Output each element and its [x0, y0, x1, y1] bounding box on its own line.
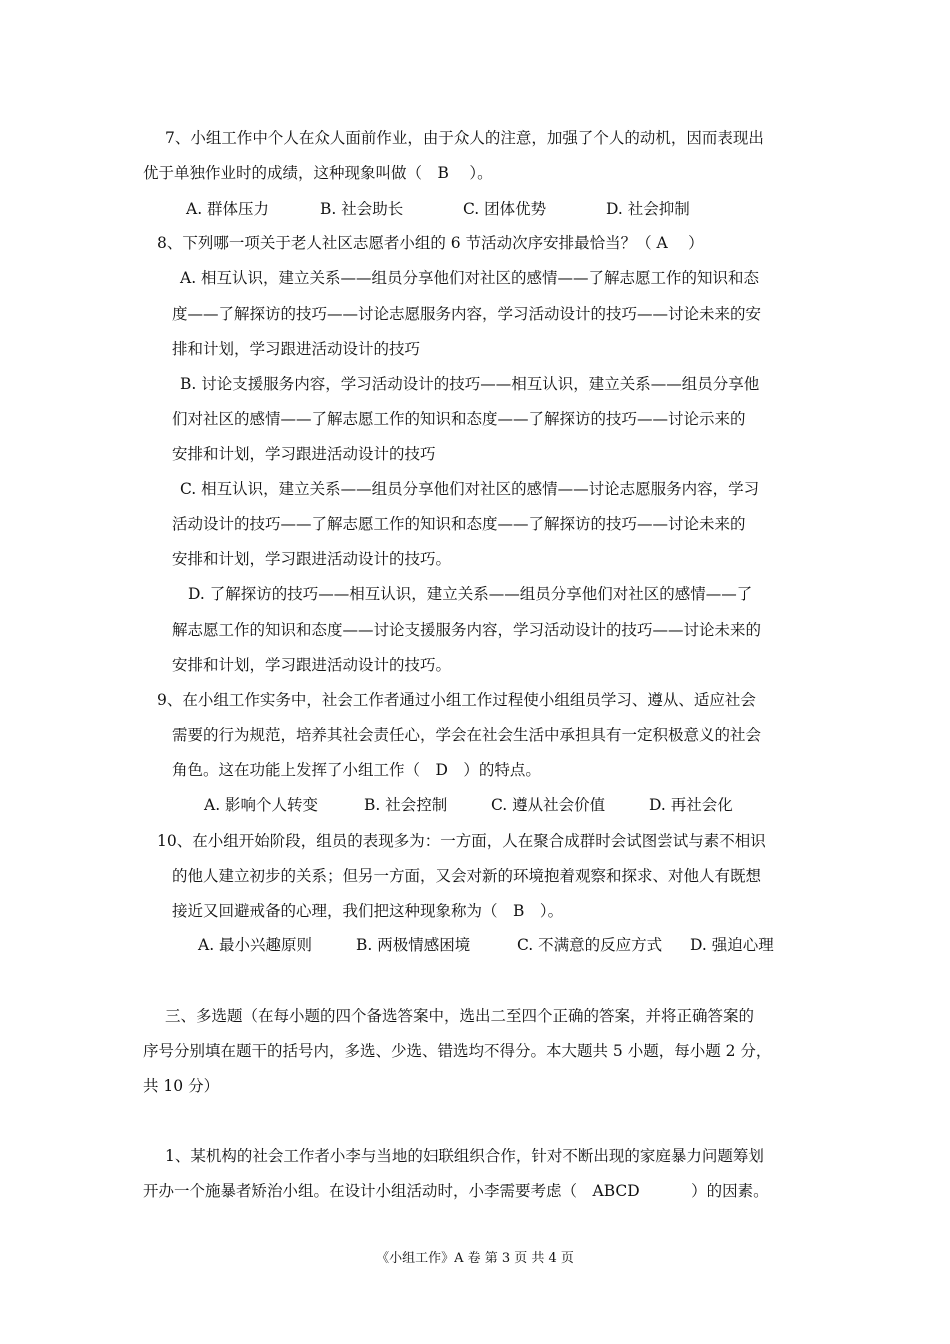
mq1-line-2: 开办一个施暴者矫治小组。在设计小组活动时，小李需要考虑（ ABCD ）的因素。: [143, 1182, 769, 1200]
q8-option-c-line-1: C. 相互认识，建立关系——组员分享他们对社区的感情——讨论志愿服务内容，学习: [180, 480, 760, 498]
page-footer: 《小组工作》A 卷 第 3 页 共 4 页: [376, 1251, 574, 1266]
section-3-heading-line-2: 序号分别填在题干的括号内，多选、少选、错选均不得分。本大题共 5 小题，每小题 2 分，: [143, 1042, 772, 1060]
mq1-line-1: 1、某机构的社会工作者小李与当地的妇联组织合作，针对不断出现的家庭暴力问题筹划: [165, 1147, 764, 1165]
q8-option-d-line-1: D. 了解探访的技巧——相互认识，建立关系——组员分享他们对社区的感情——了: [188, 585, 753, 603]
q10-option-c: C. 不满意的反应方式: [517, 936, 663, 954]
q8-option-c-line-3: 安排和计划，学习跟进活动设计的技巧。: [172, 550, 452, 568]
q8-option-c-line-2: 活动设计的技巧——了解志愿工作的知识和态度——了解探访的技巧——讨论未来的: [172, 515, 746, 533]
q9-option-d: D. 再社会化: [649, 796, 733, 814]
q9-line-3: 角色。这在功能上发挥了小组工作（ D ）的特点。: [172, 761, 541, 779]
q10-option-d: D. 强迫心理: [690, 936, 774, 954]
q10-option-b: B. 两极情感困境: [356, 936, 471, 954]
q10-line-1: 10、在小组开始阶段，组员的表现多为：一方面，人在聚合成群时会试图尝试与素不相识: [157, 832, 766, 850]
q10-line-2: 的他人建立初步的关系；但另一方面，又会对新的环境抱着观察和探求、对他人有既想: [172, 867, 762, 885]
q9-line-2: 需要的行为规范，培养其社会责任心，学会在社会生活中承担具有一定积极意义的社会: [172, 726, 762, 744]
q7-option-b: B. 社会助长: [320, 200, 404, 218]
q9-line-1: 9、在小组工作实务中，社会工作者通过小组工作过程使小组组员学习、遵从、适应社会: [157, 691, 756, 709]
q8-option-a-line-3: 排和计划，学习跟进活动设计的技巧: [172, 340, 421, 358]
q8-option-a-line-2: 度——了解探访的技巧——讨论志愿服务内容，学习活动设计的技巧——讨论未来的安: [172, 305, 762, 323]
q9-options: [204, 795, 764, 815]
q7-line-2: 优于单独作业时的成绩，这种现象叫做（ B ）。: [143, 164, 493, 182]
q8-option-b-line-2: 们对社区的感情——了解志愿工作的知识和态度——了解探访的技巧——讨论示来的: [172, 410, 746, 428]
q7-option-d: D. 社会抑制: [606, 200, 690, 218]
q7-option-c: C. 团体优势: [463, 200, 547, 218]
q8-option-b-line-1: B. 讨论支援服务内容，学习活动设计的技巧——相互认识，建立关系——组员分享他: [180, 375, 760, 393]
q10-option-a: A. 最小兴趣原则: [198, 936, 313, 954]
q8-option-d-line-3: 安排和计划，学习跟进活动设计的技巧。: [172, 656, 452, 674]
q8-stem: 8、下列哪一项关于老人社区志愿者小组的 6 节活动次序安排最恰当？（ A ）: [157, 234, 704, 252]
q9-option-b: B. 社会控制: [364, 796, 448, 814]
q7-line-1: 7、小组工作中个人在众人面前作业，由于众人的注意，加强了个人的动机，因而表现出: [165, 129, 764, 147]
q9-option-a: A. 影响个人转变: [204, 796, 319, 814]
q10-line-3: 接近又回避戒备的心理，我们把这种现象称为（ B ）。: [172, 902, 564, 920]
q7-option-a: A. 群体压力: [186, 200, 270, 218]
q10-options: [198, 935, 798, 955]
q8-option-b-line-3: 安排和计划，学习跟进活动设计的技巧: [172, 445, 436, 463]
section-3-heading-line-1: 三、多选题（在每小题的四个备选答案中，选出二至四个正确的答案，并将正确答案的: [165, 1007, 755, 1025]
q7-options: [186, 199, 746, 219]
q9-option-c: C. 遵从社会价值: [491, 796, 606, 814]
q8-option-d-line-2: 解志愿工作的知识和态度——讨论支援服务内容，学习活动设计的技巧——讨论未来的: [172, 621, 762, 639]
section-3-heading-line-3: 共 10 分）: [143, 1077, 220, 1095]
q8-option-a-line-1: A. 相互认识，建立关系——组员分享他们对社区的感情——了解志愿工作的知识和态: [180, 269, 760, 287]
